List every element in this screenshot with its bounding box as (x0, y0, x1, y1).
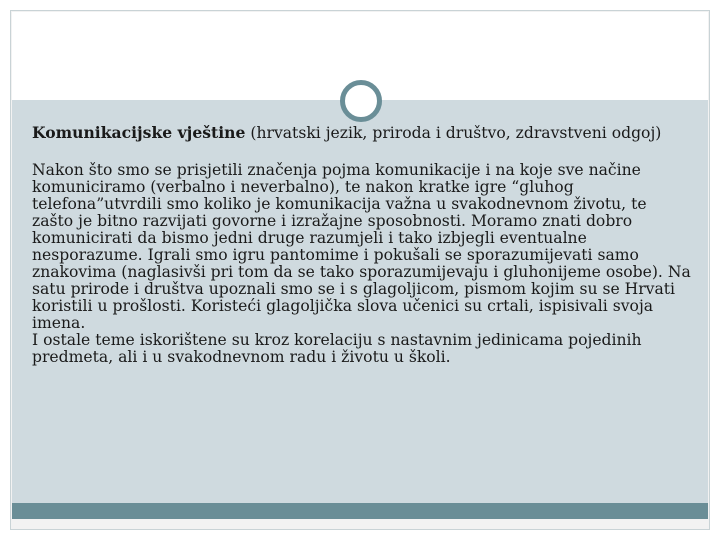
footer-bar (12, 503, 708, 519)
circle-ornament-icon (340, 80, 382, 122)
slide-text (32, 124, 692, 366)
heading-paragraph (32, 124, 692, 142)
heading-rest-text: (hrvatski jezik, priroda i društvo, zdravstveni odgoj) (245, 124, 662, 142)
body-paragraph-2: I ostale teme iskorištene su kroz korelaciju s nastavnim jedinicama pojedinih predmeta, ali i u svakodnevnom radu i životu u školi. (32, 331, 642, 366)
heading-bold-text: Komunikacijske vještine (32, 123, 246, 142)
body-paragraph-1: Nakon što smo se prisjetili značenja pojma komunikacije i na koje sve načine komuniciramo (verbalno i neverbalno), te nakon kratke igre “gluhog telefona”utvrdili smo koliko je komunikacija važna u svakodnevnom životu, te zašto je bitno razvijati govorne i izražajne sposobnosti. Moramo znati dobro komunicirati da bismo jedni druge razumjeli i tako izbjegli eventualne nesporazume. Igrali smo igru pantomime i pokušali se sporazumijevati samo znakovima (naglasivši pri tom da se tako sporazumijevaju i gluhonijeme osobe). Na satu prirode i društva upoznali smo se i s glagoljicom, pismom kojim su se Hrvati koristili u prošlosti. Koristeći glagoljička slova učenici su crtali, ispisivali svoja imena. (32, 161, 691, 332)
